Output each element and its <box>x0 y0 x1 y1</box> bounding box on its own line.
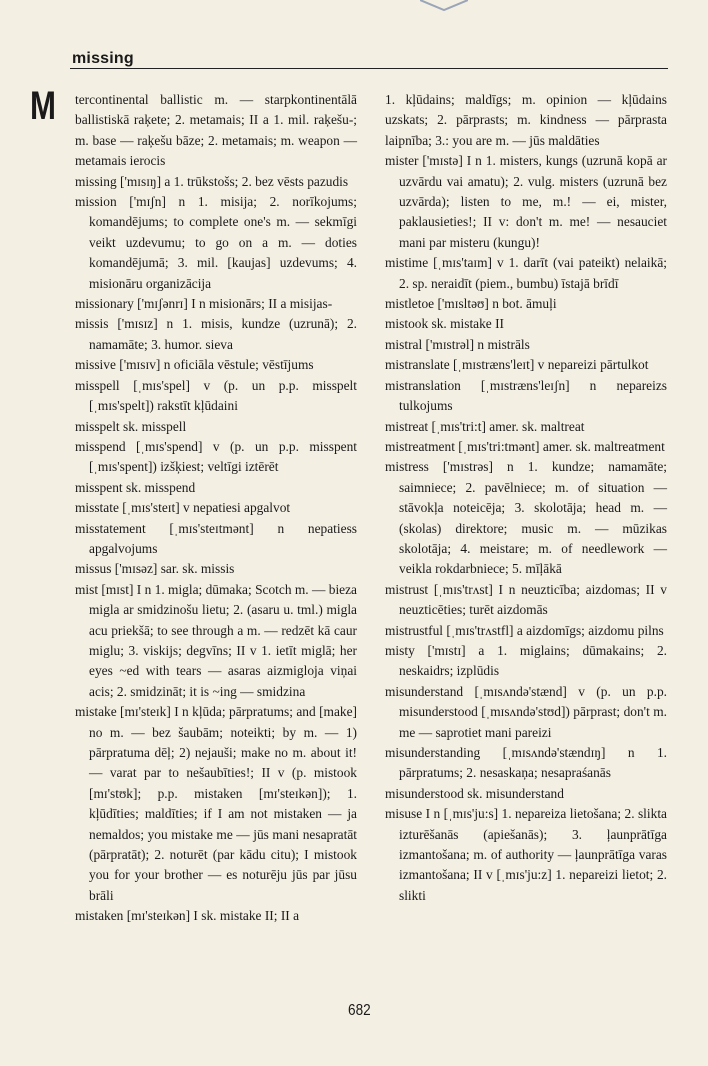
dictionary-entry: mistaken [mɪ'steɪkən] I sk. mistake II; II a <box>75 908 300 924</box>
dictionary-entry: mister ['mɪstə] I n 1. misters, kungs (uzrunā kopā ar uzvārdu vai amatu); 2. vulg. misters (uzrunā bez uzvārda); listen to me, m.! — ei, mister, paklausieties!; II v: don't m. me! — nesauciet mani par misteru (kungu)! <box>385 153 667 250</box>
dictionary-entry: misty ['mɪstɪ] a 1. miglains; dūmakains; 2. neskaidrs; izplūdis <box>385 642 667 679</box>
dictionary-entry: misstate [ˌmɪs'steɪt] v nepatiesi apgalvot <box>75 500 291 516</box>
dictionary-entry: mistime [ˌmɪs'taɪm] v 1. darīt (vai pateikt) nelaikā; 2. sp. neraidīt (piem., bumbu) īstajā brīdī <box>385 255 667 291</box>
dictionary-entry: mistreat [ˌmɪs'tri:t] amer. sk. maltreat <box>385 418 585 434</box>
dictionary-entry: missionary ['mɪʃənrɪ] I n misionārs; II a misijas- <box>75 296 333 312</box>
dictionary-entry: misunderstanding [ˌmɪsʌndə'stændɪŋ] n 1. pārpratums; 2. nesaskaņa; nesapraśanās <box>385 745 667 781</box>
dictionary-entry: missing ['mɪsɪŋ] a 1. trūkstošs; 2. bez vēsts pazudis <box>75 173 349 189</box>
dictionary-entry: mist [mɪst] I n 1. migla; dūmaka; Scotch m. — bieza migla ar smidzinošu lietu; 2. (asaru u. tml.) migla acu priekšā; to see through a m. — redzēt kā caur miglu; 3. viskijs; degvīns; II v 1. ietīt miglā; her eyes ~ed with tears — asaras aizmigloja viņai acis; 2. smidzināt; it is ~ing — smidzina <box>75 581 357 699</box>
dictionary-entry: misspell [ˌmɪs'spel] v (p. un p.p. misspelt [ˌmɪs'spelt]) rakstīt kļūdaini <box>75 377 357 414</box>
left-column <box>75 90 357 927</box>
dictionary-entry: mistranslate [ˌmɪstræns'leɪt] v nepareizi pārtulkot <box>385 357 649 373</box>
running-head: missing <box>72 50 134 67</box>
page-corner-mark <box>420 0 468 16</box>
dictionary-entry: misspent sk. misspend <box>75 479 196 495</box>
dictionary-entry: misspend [ˌmɪs'spend] v (p. un p.p. misspent [ˌmɪs'spent]) izšķiest; veltīgi iztērēt <box>75 438 357 475</box>
header-rule <box>70 68 668 69</box>
section-letter: M <box>30 84 56 128</box>
dictionary-entry: missus ['mɪsəz] sar. sk. missis <box>75 561 235 577</box>
dictionary-entry: mistrust [ˌmɪs'trʌst] I n neuzticība; aizdomas; II v neuzticēties; turēt aizdomās <box>385 581 667 618</box>
dictionary-entry: mistreatment [ˌmɪs'tri:tmənt] amer. sk. maltreatment <box>385 438 665 454</box>
page-number: 682 <box>348 1002 371 1019</box>
dictionary-entry: mistook sk. mistake II <box>385 316 505 332</box>
dictionary-entry: misuse I n [ˌmɪs'ju:s] 1. nepareiza lietošana; 2. slikta izturēšanās (apiešanās); 3. ļaunprātīga izmantošana; m. of authority — ļaunprātīga varas izmantošana; II v [ˌmɪs'ju:z] 1. nepareizi lietot; 2. slikti <box>385 806 667 903</box>
dictionary-entry: mistrustful [ˌmɪs'trʌstfl] a aizdomīgs; aizdomu pilns <box>385 622 664 638</box>
dictionary-entry: 1. kļūdains; maldīgs; m. opinion — kļūdains uzskats; 2. pārprasts; m. kindness — pārprasta laipnība; 3.: you are m. — jūs maldāties <box>385 92 667 148</box>
dictionary-entry: mistranslation [ˌmɪstræns'leɪʃn] n nepareizs tulkojums <box>385 377 667 414</box>
dictionary-entry: mistral ['mɪstrəl] n mistrāls <box>385 336 530 352</box>
dictionary-entry: mission ['mɪʃn] n 1. misija; 2. norīkojums; komandējums; to complete one's m. — sekmīgi veikt uzdevumu; to go on a m. — doties komandējumā; 3. mil. [kaujas] uzdevums; 4. misionāru organizācija <box>75 194 357 291</box>
dictionary-entry: missis ['mɪsɪz] n 1. misis, kundze (uzrunā); 2. namamāte; 3. humor. sieva <box>75 316 357 352</box>
dictionary-entry: misunderstood sk. misunderstand <box>385 785 564 801</box>
dictionary-entry: missive ['mɪsɪv] n oficiāla vēstule; vēstījums <box>75 357 314 373</box>
dictionary-entry: misunderstand [ˌmɪsʌndə'stænd] v (p. un p.p. misunderstood [ˌmɪsʌndə'stʊd]) pārprast; don't m. me — saprotiet mani pareizi <box>385 683 667 740</box>
dictionary-entry: misspelt sk. misspell <box>75 418 187 434</box>
dictionary-entry: misstatement [ˌmɪs'steɪtmənt] n nepatiess apgalvojums <box>75 520 357 556</box>
dictionary-entry: mistake [mɪ'steɪk] I n kļūda; pārpratums; and [make] no m. — bez šaubām; noteikti; by m. — 1) pārpratuma dēļ; 2) nejauši; make no m. about it! — varat par to nešaubīties!; II v (p. mistook [mɪ'stʊk]; p.p. mistaken [mɪ'steɪkən]); 1. kļūdīties; maldīties; if I am not mistaken — ja nemaldos; you mistake me — jūs mani nesapratāt (pārpratāt); 2. noturēt (par kādu citu); I mistook you for your brother — es noturēju jūs par jūsu brāli <box>75 704 357 903</box>
right-column <box>385 90 667 906</box>
dictionary-entry: mistletoe ['mɪsltəʊ] n bot. āmuļi <box>385 296 557 312</box>
dictionary-entry: mistress ['mɪstrəs] n 1. kundze; namamāte; saimniece; 2. pavēlniece; m. of situation — stāvokļa noteicēja; 3. skolotāja; head m. — (skolas) direktore; music m. — mūzikas skolotāja; 4. meistare; m. of needlework — veikla rokdarbniece; 5. mīļākā <box>385 459 667 577</box>
dictionary-entry: tercontinental ballistic m. — starpkontinentālā ballistiskā raķete; 2. metamais; II a 1. mil. raķešu-; m. base — raķešu bāze; 2. metamais; m. weapon — metamais ierocis <box>75 92 357 169</box>
